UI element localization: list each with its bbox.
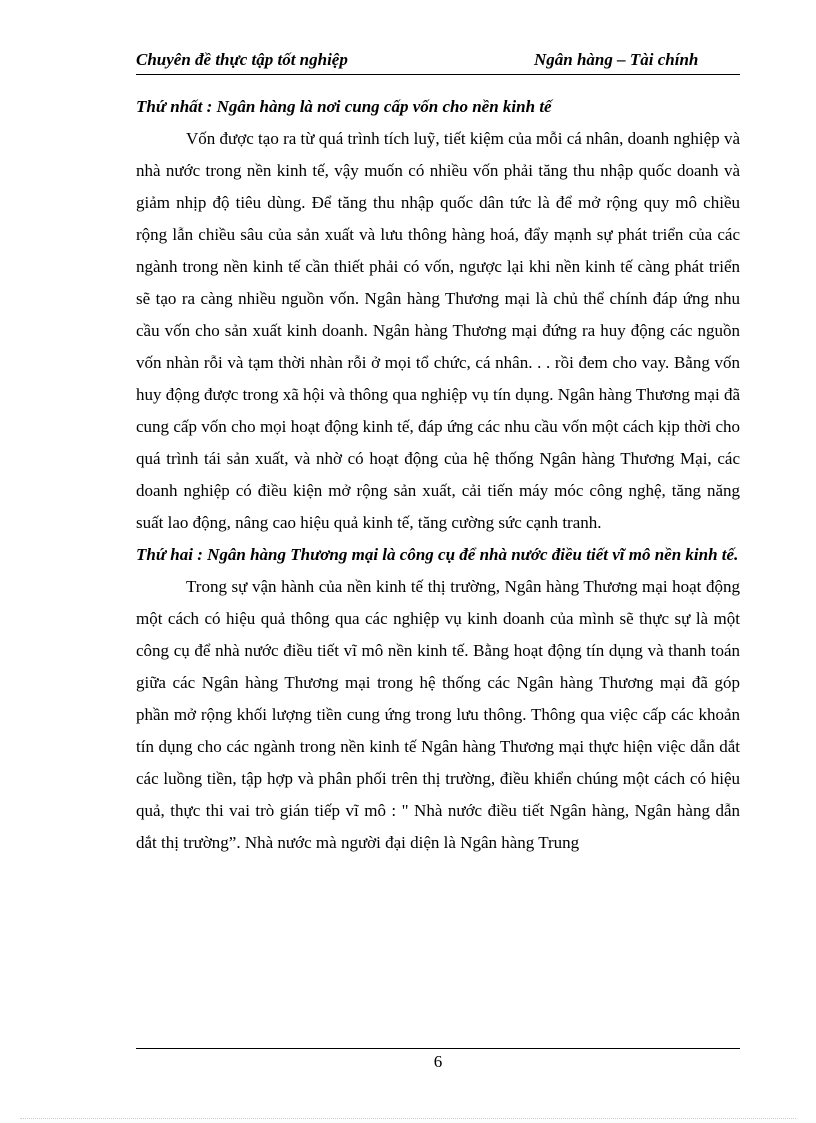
page-header [136, 48, 740, 75]
page-bottom-border [20, 1118, 796, 1119]
section-paragraph-2: Trong sự vận hành của nền kinh tế thị trường, Ngân hàng Thương mại hoạt động một cách có hiệu quả thông qua các nghiệp vụ kinh doanh của mình sẽ thực sự là một công cụ để nhà nước điều tiết vĩ mô nền kinh tế. Bằng hoạt động tín dụng và thanh toán giữa các Ngân hàng Thương mại trong hệ thống các Ngân hàng Thương mại đã góp phần mở rộng khối lượng tiền cung ứng trong lưu thông. Thông qua việc cấp các khoản tín dụng cho các ngành trong nền kinh tế Ngân hàng Thương mại thực hiện việc dẫn dắt các luồng tiền, tập hợp và phân phối trên thị trường, điều khiển chúng một cách có hiệu quả, thực thi vai trò gián tiếp vĩ mô : " Nhà nước điều tiết Ngân hàng, Ngân hàng dẫn dắt thị trường”. Nhà nước mà người đại diện là Ngân hàng Trung [136, 577, 740, 852]
header-document-title: Chuyên đề thực tập tốt nghiệp [136, 50, 348, 69]
page-body [136, 91, 740, 859]
section-heading-1: Thứ nhất : Ngân hàng là nơi cung cấp vốn cho nền kinh tế [136, 97, 552, 116]
footer-divider [136, 1048, 740, 1049]
section-paragraph-1: Vốn được tạo ra từ quá trình tích luỹ, tiết kiệm của mỗi cá nhân, doanh nghiệp và nhà nước trong nền kinh tế, vậy muốn có nhiều vốn phải tăng thu nhập quốc doanh và giảm nhịp độ tiêu dùng. Để tăng thu nhập quốc dân tức là để mở rộng quy mô chiều rộng lẫn chiều sâu của sản xuất và lưu thông hàng hoá, đẩy mạnh sự phát triển của các ngành trong nền kinh tế cần thiết phải có vốn, ngược lại khi nền kinh tế càng phát triển sẽ tạo ra càng nhiều nguồn vốn. Ngân hàng Thương mại là chủ thể chính đáp ứng nhu cầu vốn cho sản xuất kinh doanh. Ngân hàng Thương mại đứng ra huy động các nguồn vốn nhàn rỗi và tạm thời nhàn rỗi ở mọi tổ chức, cá nhân. . . rồi đem cho vay. Bằng vốn huy động được trong xã hội và thông qua nghiệp vụ tín dụng. Ngân hàng Thương mại đã cung cấp vốn cho mọi hoạt động kinh tế, đáp ứng các nhu cầu vốn một cách kịp thời cho quá trình tái sản xuất, và nhờ có hoạt động của hệ thống Ngân hàng Thương Mại, các doanh nghiệp có điều kiện mở rộng sản xuất, cải tiến máy móc công nghệ, tăng năng suất lao động, nâng cao hiệu quả kinh tế, tăng cường sức cạnh tranh. [136, 129, 740, 532]
header-subject: Ngân hàng – Tài chính [534, 50, 699, 69]
section-heading-2: Thứ hai : Ngân hàng Thương mại là công cụ để nhà nước điều tiết vĩ mô nền kinh tế. [136, 545, 739, 564]
page-number: 6 [433, 1052, 443, 1071]
